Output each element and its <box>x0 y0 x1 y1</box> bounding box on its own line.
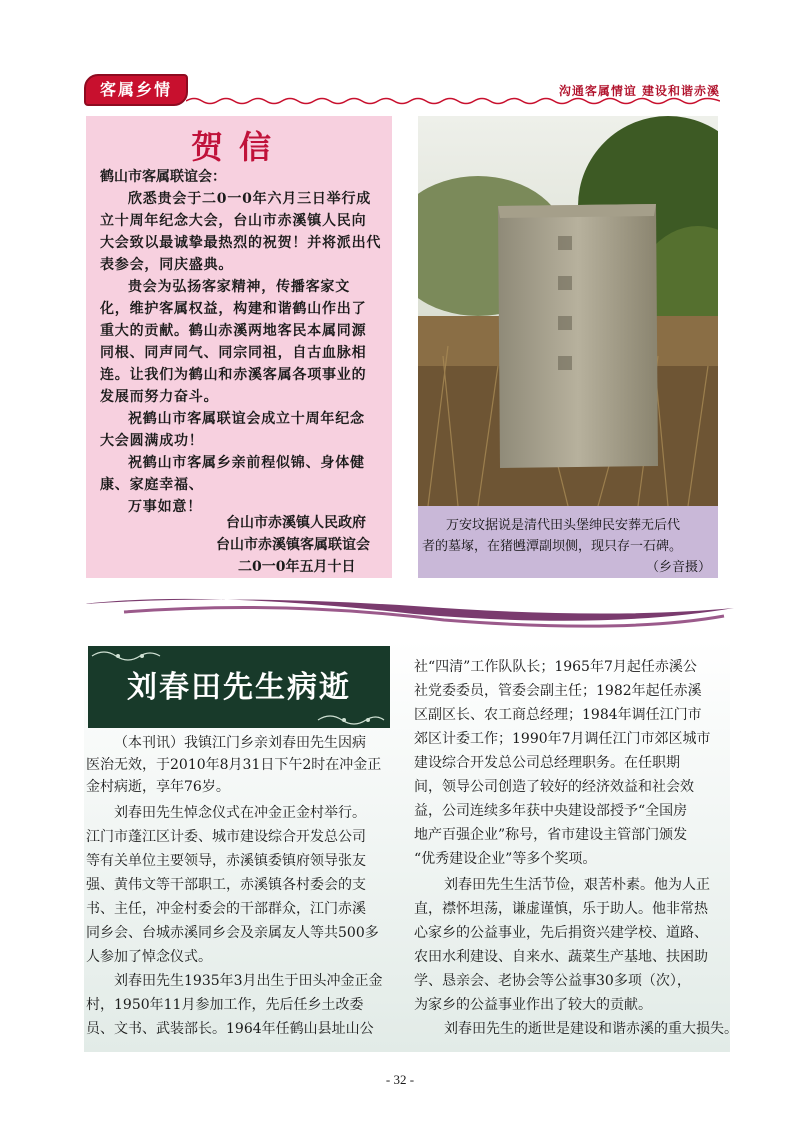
letter-line: 祝鹤山市客属联谊会成立十周年纪念 <box>128 411 365 427</box>
article-line: 刘春田先生1935年3月出生于田头冲金正金 <box>114 973 383 989</box>
letter-line: 重大的贡献。鹤山赤溪两地客民本属同源 <box>100 323 367 339</box>
article-line: 益，公司连续多年获中央建设部授予“全国房 <box>414 803 688 819</box>
letter-line: 祝鹤山市客属乡亲前程似锦、身体健 <box>128 455 365 471</box>
letter-signature-government: 台山市赤溪镇人民政府 <box>226 515 366 531</box>
letter-line: 大会致以最诚挚最热烈的祝贺！并将派出代 <box>100 235 382 251</box>
article-line: 村，1950年11月参加工作，先后任乡土改委 <box>86 997 364 1013</box>
article-line: 地产百强企业”称号，省市建设主管部门颁发 <box>414 827 688 843</box>
letter-line: 发展而努力奋斗。 <box>100 389 219 405</box>
article-line: 江门市蓬江区计委、城市建设综合开发总公司 <box>86 829 366 845</box>
article-line: 等有关单位主要领导，赤溪镇委镇府领导张友 <box>86 853 366 869</box>
article-line: 刘春田先生生活节俭，艰苦朴素。他为人正 <box>444 877 710 893</box>
letter-signature-date: 二0一0年五月十日 <box>238 559 356 575</box>
letter-title: 贺信 <box>190 128 287 166</box>
article-line: 农田水利建设、自来水、蔬菜生产基地、扶困助 <box>414 949 708 965</box>
article-line: 间，领导公司创造了较好的经济效益和社会效 <box>414 779 694 795</box>
photo-caption-line: 者的墓塚，在猪乸潭副坝侧，现只存一石碑。 <box>422 539 683 554</box>
letter-line: 同根、同声同气、同宗同祖，自古血脉相 <box>100 345 367 361</box>
letter-signature-association: 台山市赤溪镇客属联谊会 <box>216 537 370 553</box>
letter-line: 立十周年纪念大会，台山市赤溪镇人民向 <box>100 213 367 229</box>
article-line: 社党委委员，管委会副主任；1982年起任赤溪 <box>414 683 702 699</box>
letter-line: 连。让我们为鹤山和赤溪客属各项事业的 <box>100 367 367 383</box>
letter-line: 大会圆满成功！ <box>100 433 204 449</box>
letter-line: 表参会，同庆盛典。 <box>100 257 234 273</box>
article-line: 刘春田先生的逝世是建设和谐赤溪的重大损失。 <box>444 1021 738 1037</box>
article-line: 建设综合开发总公司总经理职务。在任职期 <box>414 755 680 771</box>
article-line: 郊区计委工作；1990年7月调任江门市郊区城市 <box>414 731 711 747</box>
article-line: 学、恳亲会、老协会等公益事30多项（次）， <box>414 973 691 989</box>
article-line: （本刊讯）我镇江门乡亲刘春田先生因病 <box>114 735 366 751</box>
photo-caption-line: 万安坟据说是清代田头堡绅民安葬无后代 <box>446 518 681 533</box>
article-line: 同乡会、台城赤溪同乡会及亲属友人等共500多 <box>86 925 379 941</box>
letter-line: 欣悉贵会于二0一0年六月三日举行成 <box>128 191 372 207</box>
article-line: 社“四清”工作队队长；1965年7月起任赤溪公 <box>414 659 697 675</box>
letter-line: 贵会为弘扬客家精神，传播客家文 <box>128 279 350 295</box>
article-line: 强、黄伟文等干部职工，赤溪镇各村委会的支 <box>86 877 366 893</box>
page-number: - 32 - <box>385 1072 415 1087</box>
article-line: 员、文书、武装部长。1964年任鹤山县址山公 <box>86 1021 374 1037</box>
header-slogan: 沟通客属情谊 建设和谐赤溪 <box>558 84 720 98</box>
decorative-swoosh <box>84 590 734 630</box>
article-line: 书、主任，冲金村委会的干部群众，江门赤溪 <box>86 901 366 917</box>
article-line: 人参加了悼念仪式。 <box>86 949 212 965</box>
header-logo: 客属乡情 <box>84 74 188 106</box>
letter-line: 化，维护客属权益，构建和谐鹤山作出了 <box>100 301 367 317</box>
article-line: “优秀建设企业”等多个奖项。 <box>414 851 597 867</box>
article-line: 心家乡的公益事业，先后捐资兴建学校、道路、 <box>414 925 708 941</box>
letter-line: 康、家庭幸福、 <box>100 477 204 493</box>
article-title: 刘春田先生病逝 <box>127 670 351 705</box>
article-line: 医治无效，于2010年8月31日下午2时在冲金正 <box>86 757 382 773</box>
article-line: 为家乡的公益事业作出了较大的贡献。 <box>414 997 652 1013</box>
letter-line: 万事如意！ <box>128 499 202 515</box>
photo-caption-credit: （乡音摄） <box>646 560 712 575</box>
article-line: 直，襟怀坦荡，谦虚谨慎，乐于助人。他非常热 <box>414 901 708 917</box>
stone-tablet-photo <box>418 116 718 506</box>
article-line: 刘春田先生悼念仪式在冲金正金村举行。 <box>114 805 366 821</box>
article-line: 区副区长、农工商总经理；1984年调任江门市 <box>414 707 702 723</box>
letter-salutation: 鹤山市客属联谊会： <box>100 169 226 185</box>
article-line: 金村病逝，享年76岁。 <box>86 779 230 795</box>
